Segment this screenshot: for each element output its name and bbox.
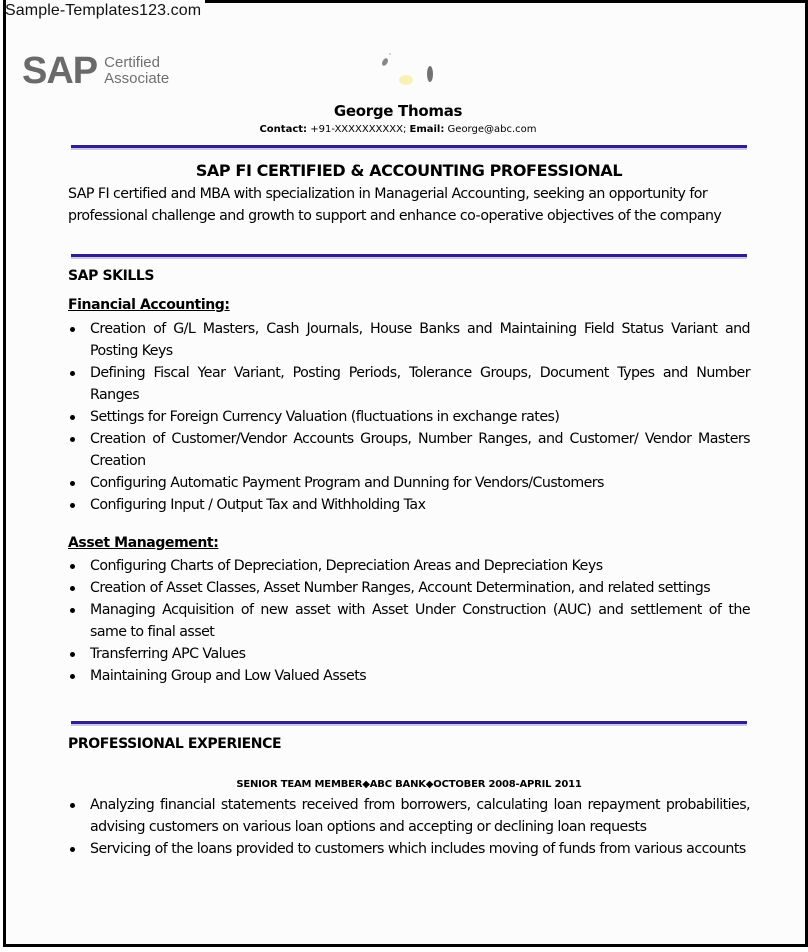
section-divider bbox=[71, 254, 747, 257]
list-item: Managing Acquisition of new asset with Asset Under Construction (AUC) and settlement of the same to final asset bbox=[68, 599, 750, 643]
list-item: Settings for Foreign Currency Valuation (fluctuations in exchange rates) bbox=[68, 406, 750, 428]
logo-line1: Certified bbox=[104, 54, 160, 71]
bullet-icon bbox=[70, 327, 75, 332]
experience-heading: PROFESSIONAL EXPERIENCE bbox=[68, 736, 282, 752]
bullet-icon bbox=[70, 586, 75, 591]
financial-accounting-list bbox=[68, 318, 750, 516]
bullet-icon bbox=[70, 564, 75, 569]
logo-brand: SAP bbox=[22, 50, 98, 92]
bullet-icon bbox=[70, 847, 75, 852]
sap-certified-logo bbox=[22, 52, 169, 90]
skills-heading: SAP SKILLS bbox=[68, 268, 155, 284]
list-item: Maintaining Group and Low Valued Assets bbox=[68, 665, 750, 687]
list-item: Configuring Charts of Depreciation, Depreciation Areas and Depreciation Keys bbox=[68, 555, 750, 577]
financial-accounting-heading: Financial Accounting: bbox=[68, 297, 230, 313]
list-item: Defining Fiscal Year Variant, Posting Periods, Tolerance Groups, Document Types and Number Ranges bbox=[68, 362, 750, 406]
summary-paragraph: SAP FI certified and MBA with specialization in Managerial Accounting, seeking an opportunity for professional challenge and growth to support and enhance co-operative objectives of the company bbox=[68, 186, 722, 224]
list-item: Analyzing financial statements received from borrowers, calculating loan repayment probabilities, advising customers on various loan options and accepting or declining loan requests bbox=[68, 794, 750, 838]
job-title-line: SENIOR TEAM MEMBER◆ABC BANK◆OCTOBER 2008-APRIL 2011 bbox=[236, 779, 582, 790]
list-item: Creation of Customer/Vendor Accounts Groups, Number Ranges, and Customer/ Vendor Masters Creation bbox=[68, 428, 750, 472]
list-item: Creation of Asset Classes, Asset Number Ranges, Account Determination, and related settings bbox=[68, 577, 750, 599]
resume-title: SAP FI CERTIFIED & ACCOUNTING PROFESSIONAL bbox=[195, 161, 623, 180]
contact-line bbox=[68, 124, 728, 135]
bullet-icon bbox=[70, 415, 75, 420]
bullet-icon bbox=[70, 803, 75, 808]
bullet-icon bbox=[70, 371, 75, 376]
list-item: Creation of G/L Masters, Cash Journals, House Banks and Maintaining Field Status Variant and Posting Keys bbox=[68, 318, 750, 362]
section-divider bbox=[71, 721, 747, 724]
decorative-graphic-icon bbox=[378, 52, 438, 92]
bullet-icon bbox=[70, 481, 75, 486]
list-item: Servicing of the loans provided to customers which includes moving of funds from various accounts bbox=[68, 838, 750, 860]
logo-line2: Associate bbox=[104, 70, 170, 87]
list-item: Transferring APC Values bbox=[68, 643, 750, 665]
logo-subtitle bbox=[104, 55, 169, 87]
bullet-icon bbox=[70, 503, 75, 508]
email-label: Email: bbox=[409, 124, 445, 135]
candidate-name: George Thomas bbox=[333, 102, 463, 120]
asset-management-list bbox=[68, 555, 750, 687]
bullet-icon bbox=[70, 608, 75, 613]
contact-phone: +91-XXXXXXXXXX; bbox=[307, 124, 410, 135]
contact-label: Contact: bbox=[259, 124, 308, 135]
list-item: Configuring Automatic Payment Program and Dunning for Vendors/Customers bbox=[68, 472, 750, 494]
list-item: Configuring Input / Output Tax and Withholding Tax bbox=[68, 494, 750, 516]
experience-list bbox=[68, 794, 750, 860]
contact-email: George@abc.com bbox=[444, 124, 537, 135]
section-divider bbox=[71, 145, 747, 148]
asset-management-heading: Asset Management: bbox=[68, 535, 219, 551]
bullet-icon bbox=[70, 652, 75, 657]
page-frame-top-border bbox=[205, 0, 805, 3]
watermark-text: Sample-Templates123.com bbox=[5, 2, 202, 19]
bullet-icon bbox=[70, 437, 75, 442]
bullet-icon bbox=[70, 674, 75, 679]
